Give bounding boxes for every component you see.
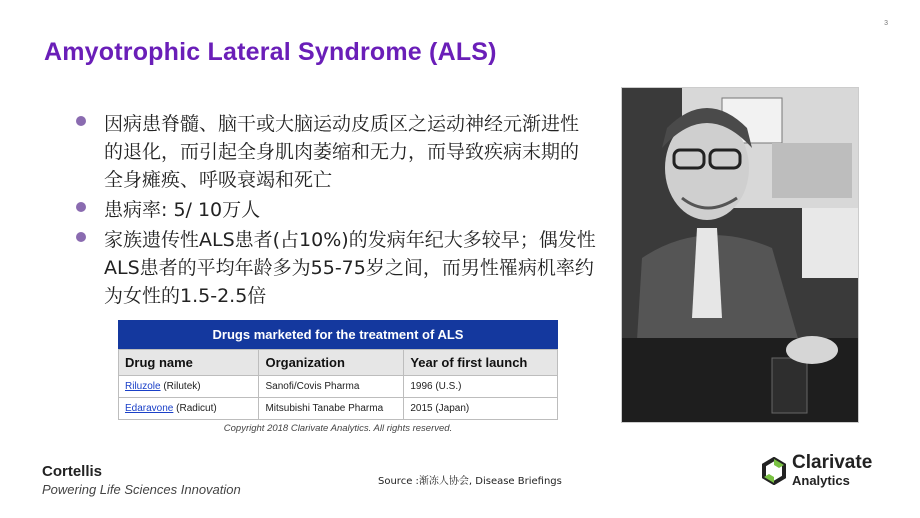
header-year: Year of first launch	[404, 350, 558, 376]
bullet-dot-icon	[76, 116, 86, 126]
header-organization: Organization	[259, 350, 404, 376]
drug-cell	[119, 398, 259, 420]
cortellis-brand: Cortellis	[42, 463, 103, 480]
clarivate-name-line1: Clarivate	[792, 452, 873, 473]
bullet-text: 家族遗传性ALS患者(占10%)的发病年纪大多较早；偶发性ALS患者的平均年龄多为55-75岁之间，而男性罹病机率约为女性的1.5-2.5倍	[104, 229, 596, 307]
cortellis-tagline: Powering Life Sciences Innovation	[42, 482, 241, 497]
bullet-item	[76, 226, 596, 310]
bullet-list	[76, 110, 596, 312]
drug-brand: (Radicut)	[173, 403, 217, 414]
bullet-text: 患病率: 5/ 10万人	[104, 199, 261, 221]
organization-cell: Mitsubishi Tanabe Pharma	[259, 398, 404, 420]
drug-link-riluzole[interactable]: Riluzole	[125, 381, 161, 392]
bullet-text: 因病患脊髓、脑干或大脑运动皮质区之运动神经元渐进性的退化，而引起全身肌肉萎缩和无力，而导致疾病末期的全身瘫痪、呼吸衰竭和死亡	[104, 113, 580, 191]
drug-brand: (Rilutek)	[160, 381, 201, 392]
portrait-photo-illustration	[622, 88, 858, 422]
cortellis-logo	[42, 463, 241, 497]
table-header-row	[119, 350, 558, 376]
clarivate-logo	[762, 453, 872, 488]
drug-link-edaravone[interactable]: Edaravone	[125, 403, 174, 414]
clarivate-name-line2: Analytics	[792, 473, 850, 488]
bullet-item	[76, 196, 596, 224]
drugs-table-container	[118, 320, 558, 434]
organization-cell: Sanofi/Covis Pharma	[259, 376, 404, 398]
source-note: Source :渐冻人协会, Disease Briefings	[378, 476, 562, 487]
table-caption: Drugs marketed for the treatment of ALS	[118, 320, 558, 349]
clarivate-mark-icon	[762, 457, 786, 485]
year-cell: 2015 (Japan)	[404, 398, 558, 420]
drugs-table	[118, 320, 558, 420]
table-copyright: Copyright 2018 Clarivate Analytics. All rights reserved.	[223, 423, 453, 434]
drug-cell	[119, 376, 259, 398]
bullet-dot-icon	[76, 202, 86, 212]
portrait-photo	[621, 87, 859, 423]
bullet-dot-icon	[76, 232, 86, 242]
table-row	[119, 398, 558, 420]
bullet-item	[76, 110, 596, 194]
slide-title: Amyotrophic Lateral Syndrome (ALS)	[44, 38, 497, 66]
header-drug-name: Drug name	[119, 350, 259, 376]
clarivate-name	[792, 453, 872, 488]
table-row	[119, 376, 558, 398]
year-cell: 1996 (U.S.)	[404, 376, 558, 398]
page-number: 3	[884, 20, 888, 27]
